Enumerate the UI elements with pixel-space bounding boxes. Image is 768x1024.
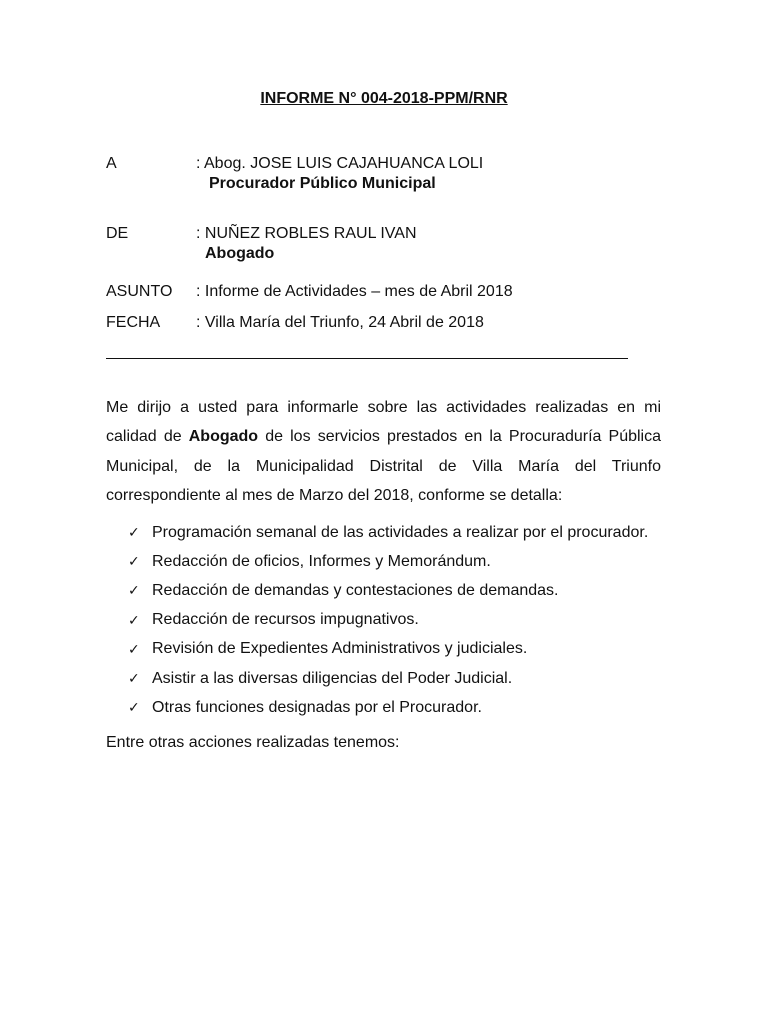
list-item	[106, 693, 706, 722]
intro-paragraph	[106, 393, 661, 510]
check-mark-icon: ✓	[128, 670, 140, 687]
list-item-text: Asistir a las diversas diligencias del Poder Judicial.	[152, 669, 513, 687]
header-divider	[106, 358, 628, 359]
activities-checklist	[106, 518, 706, 722]
list-item-text: Revisión de Expedientes Administrativos y judiciales.	[152, 640, 528, 658]
list-item-text: Redacción de oficios, Informes y Memorándum.	[152, 552, 491, 570]
check-mark-icon: ✓	[128, 611, 140, 628]
check-mark-icon: ✓	[128, 553, 140, 570]
document-title: INFORME N° 004-2018-PPM/RNR	[260, 90, 508, 107]
check-mark-icon: ✓	[128, 699, 140, 716]
subject-value: : Informe de Actividades – mes de Abril 2018	[196, 283, 513, 300]
from-value: : NUÑEZ ROBLES RAUL IVAN	[196, 225, 417, 242]
list-item	[106, 547, 706, 576]
to-label: A	[106, 155, 117, 172]
check-mark-icon: ✓	[128, 524, 140, 541]
intro-role-bold: Abogado	[188, 428, 259, 446]
list-item-text: Redacción de demandas y contestaciones de demandas.	[152, 581, 559, 599]
check-mark-icon: ✓	[128, 582, 140, 599]
date-value: : Villa María del Triunfo, 24 Abril de 2018	[196, 314, 484, 331]
list-item	[106, 518, 706, 547]
intro-text-end: de los servicios prestados en la Procuraduría Pública Municipal, de la Municipalidad Distrital de Villa María del Triunfo correspondiente al mes de Marzo del 2018, conforme se detalla:	[106, 428, 662, 504]
list-item	[106, 664, 706, 693]
check-mark-icon: ✓	[128, 640, 140, 657]
list-item-text: Programación semanal de las actividades a realizar por el procurador.	[152, 523, 649, 541]
from-role: Abogado	[205, 245, 275, 262]
intro-text-start: Me dirijo a usted para informarle sobre las actividades realizadas en mi calidad de	[106, 399, 661, 446]
list-item-text: Otras funciones designadas por el Procurador.	[152, 698, 482, 716]
to-value: : Abog. JOSE LUIS CAJAHUANCA LOLI	[196, 155, 484, 172]
to-role: Procurador Público Municipal	[209, 175, 436, 192]
from-label: DE	[106, 225, 129, 242]
date-label: FECHA	[106, 314, 161, 331]
list-item	[106, 635, 706, 664]
closing-line: Entre otras acciones realizadas tenemos:	[106, 734, 400, 751]
list-item-text: Redacción de recursos impugnativos.	[152, 611, 419, 629]
subject-label: ASUNTO	[106, 283, 173, 300]
list-item	[106, 576, 706, 605]
list-item	[106, 606, 706, 635]
